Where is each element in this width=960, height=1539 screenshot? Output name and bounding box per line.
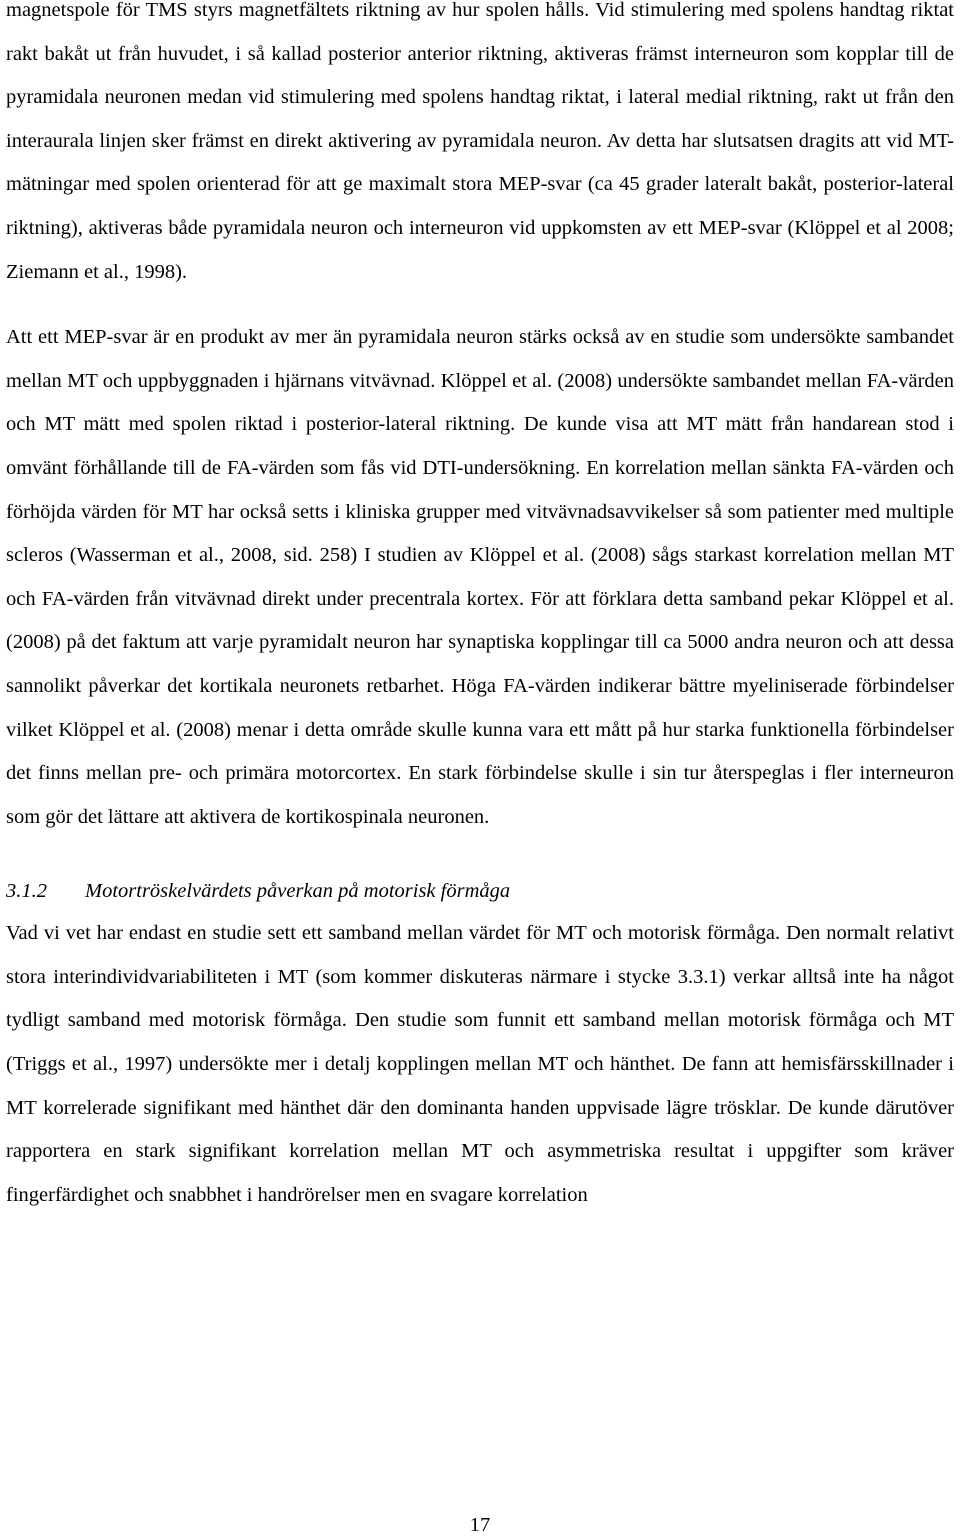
body-paragraph-2: Att ett MEP-svar är en produkt av mer än pyramidala neuron stärks också av en studie som undersökte sambandet mellan MT och uppbyggnaden i hjärnans vitvävnad. Klöppel et al. (2008) undersökte sambandet mellan FA-värden och MT mätt med spolen riktad i posterior-lateral riktning. De kunde visa att MT mätt från handarean stod i omvänt förhållande till de FA-värden som fås vid DTI-undersökning. En korrelation mellan sänkta FA-värden och förhöjda värden för MT har också setts i kliniska grupper med vitvävnadsavvikelser så som patienter med multiple scleros (Wasserman et al., 2008, sid. 258) I studien av Klöppel et al. (2008) sågs starkast korrelation mellan MT och FA-värden från vitvävnad direkt under precentrala kortex. För att förklara detta samband pekar Klöppel et al. (2008) på det faktum att varje pyramidalt neuron har synaptiska kopplingar till ca 5000 andra neuron och att dessa sannolikt påverkar det kortikala neuronets retbarhet. Höga FA-värden indikerar bättre myeliniserade förbindelser vilket Klöppel et al. (2008) menar i detta område skulle kunna vara ett mått på hur starka funktionella förbindelser det finns mellan pre- och primära motorcortex. En stark förbindelse skulle i sin tur återspeglas i fler interneuron som gör det lättare att aktivera de kortikospinala neuronen. [6, 326, 954, 828]
page-number: 17 [469, 1514, 491, 1536]
section-title: Motortröskelvärdets påverkan på motorisk förmåga [85, 880, 511, 903]
section-number: 3.1.2 [6, 880, 47, 903]
document-page [6, 0, 954, 1217]
section-paragraph: Vad vi vet har endast en studie sett ett samband mellan värdet för MT och motorisk förmåga. Den normalt relativt stora interindividvariabiliteten i MT (som kommer diskuteras närmare i stycke 3.3.1) verkar alltså inte ha något tydligt samband med motorisk förmåga. Den studie som funnit ett samband mellan motorisk förmåga och MT (Triggs et al., 1997) undersökte mer i detalj kopplingen mellan MT och hänthet. De fann att hemisfärsskillnader i MT korrelerade signifikant med hänthet där den dominanta handen uppvisade lägre trösklar. De kunde därutöver rapportera en stark signifikant korrelation mellan MT och asymmetriska resultat i uppgifter som kräver fingerfärdighet och snabbhet i handrörelser men en svagare korrelation [6, 922, 954, 1206]
body-paragraph-1: magnetspole för TMS styrs magnetfältets riktning av hur spolen hålls. Vid stimulering med spolens handtag riktat rakt bakåt ut från huvudet, i så kallad posterior anterior riktning, aktiveras främst interneuron som kopplar till de pyramidala neuronen medan vid stimulering med spolens handtag riktat, i lateral medial riktning, rakt ut från den interaurala linjen sker främst en direkt aktivering av pyramidala neuron. Av detta har slutsatsen dragits att vid MT-mätningar med spolen orienterad för att ge maximalt stora MEP-svar (ca 45 grader lateralt bakåt, posterior-lateral riktning), aktiveras både pyramidala neuron och interneuron vid uppkomsten av ett MEP-svar (Klöppel et al 2008; Ziemann et al., 1998). [6, 0, 954, 283]
section-heading [6, 876, 954, 906]
